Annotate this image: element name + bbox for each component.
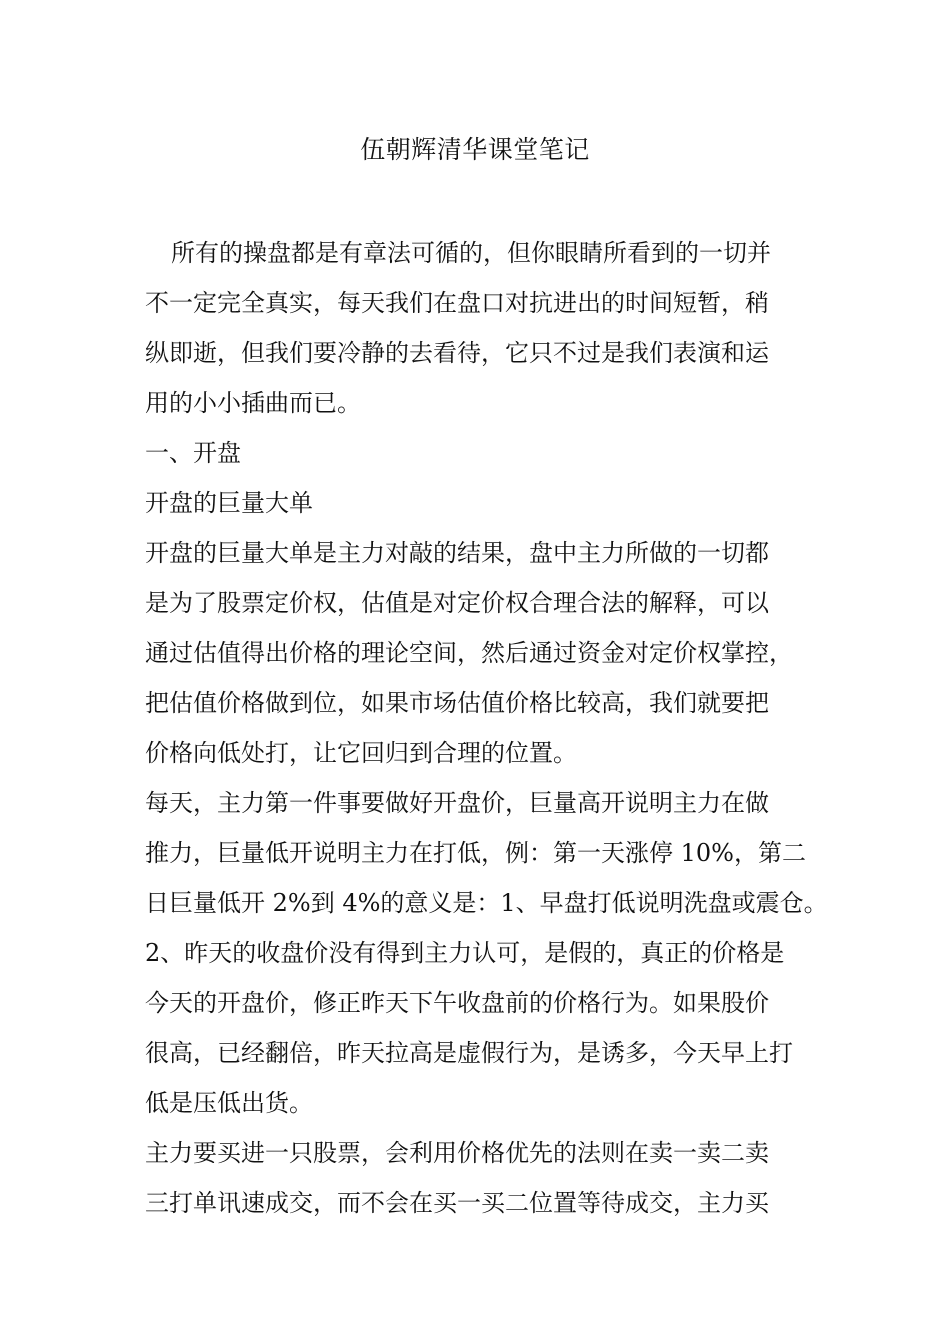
- paragraph-line: 不一定完全真实，每天我们在盘口对抗进出的时间短暂，稍: [145, 289, 769, 317]
- paragraph-line: 主力要买进一只股票，会利用价格优先的法则在卖一卖二卖: [145, 1139, 769, 1167]
- paragraph-line: 纵即逝，但我们要冷静的去看待，它只不过是我们表演和运: [145, 339, 769, 367]
- paragraph-line: 是为了股票定价权，估值是对定价权合理合法的解释，可以: [145, 589, 769, 617]
- paragraph-line: 开盘的巨量大单是主力对敲的结果，盘中主力所做的一切都: [145, 539, 769, 567]
- document-body: [145, 228, 828, 1228]
- paragraph-line: 三打单讯速成交，而不会在买一买二位置等待成交，主力买: [145, 1189, 769, 1217]
- paragraph-line: 每天，主力第一件事要做好开盘价，巨量高开说明主力在做: [145, 789, 769, 817]
- paragraph-line: 推力，巨量低开说明主力在打低，例：第一天涨停 10%，第二: [145, 839, 806, 867]
- paragraph-line: 价格向低处打，让它回归到合理的位置。: [145, 739, 577, 767]
- paragraph-line: 用的小小插曲而已。: [145, 389, 361, 417]
- paragraph-line: 日巨量低开 2%到 4%的意义是：1、早盘打低说明洗盘或震仓。: [145, 889, 828, 917]
- paragraph-line: 很高，已经翻倍，昨天拉高是虚假行为，是诱多，今天早上打: [145, 1039, 793, 1067]
- section-heading: 一、开盘: [145, 439, 241, 467]
- paragraph-line: 把估值价格做到位，如果市场估值价格比较高，我们就要把: [145, 689, 769, 717]
- paragraph-line: 低是压低出货。: [145, 1089, 313, 1117]
- paragraph-line: 今天的开盘价，修正昨天下午收盘前的价格行为。如果股价: [145, 989, 769, 1017]
- paragraph-line: 所有的操盘都是有章法可循的，但你眼睛所看到的一切并: [171, 239, 771, 267]
- paragraph-line: 2、昨天的收盘价没有得到主力认可，是假的，真正的价格是: [145, 939, 785, 967]
- document-title: 伍朝辉清华课堂笔记: [360, 135, 590, 164]
- paragraph-line: 通过估值得出价格的理论空间，然后通过资金对定价权掌控，: [145, 639, 793, 667]
- subsection-heading: 开盘的巨量大单: [145, 489, 313, 517]
